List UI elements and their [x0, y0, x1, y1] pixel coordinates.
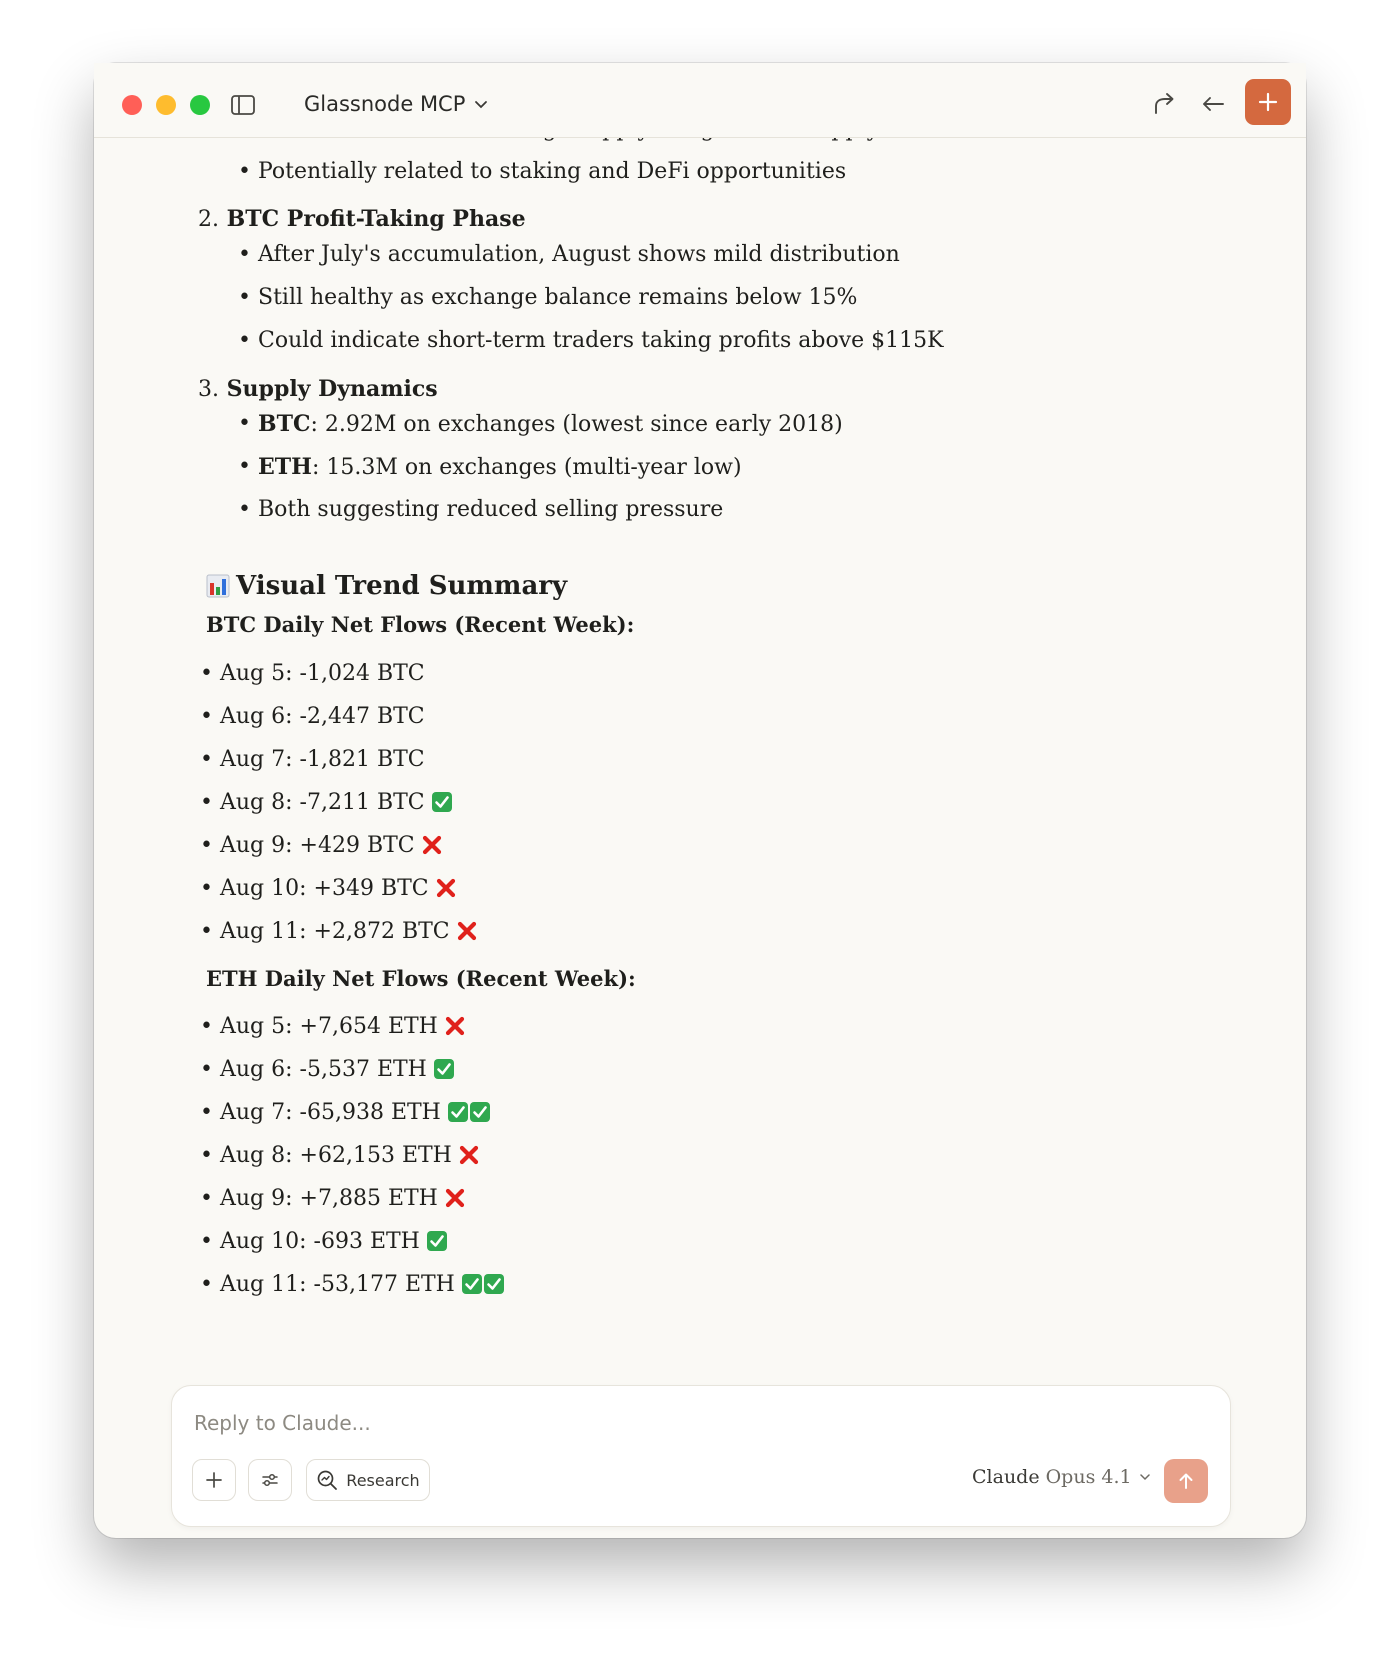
- zoom-window-button[interactable]: [190, 95, 210, 115]
- check-mark-icon: [469, 1101, 491, 1123]
- flow-text: Aug 8: +62,153 ETH: [220, 1143, 452, 1168]
- flow-list-item: • Aug 11: -53,177 ETH: [220, 1270, 505, 1300]
- flow-list-item: • Aug 10: +349 BTC: [220, 874, 457, 904]
- cross-mark-icon: [444, 1187, 466, 1209]
- list-item: • Still healthy as exchange balance remains below 15%: [238, 285, 858, 310]
- flow-text: Aug 7: -1,821 BTC: [220, 747, 425, 772]
- check-mark-icon: [483, 1273, 505, 1295]
- flow-list-item: • Aug 5: -1,024 BTC: [200, 661, 425, 686]
- list-item-text: : 2.92M on exchanges (lowest since early 2018): [310, 412, 843, 437]
- flow-text: Aug 6: -5,537 ETH: [220, 1057, 427, 1082]
- flow-list-item: • Aug 5: +7,654 ETH: [220, 1012, 466, 1042]
- section-heading-text: BTC Profit-Taking Phase: [226, 206, 526, 232]
- cross-mark-icon: [456, 920, 478, 942]
- flow-text: Aug 8: -7,211 BTC: [220, 790, 425, 815]
- flow-list-item: • Aug 8: -7,211 BTC: [220, 788, 453, 818]
- research-search-icon: [316, 1469, 338, 1491]
- bar-chart-icon: [206, 574, 230, 598]
- list-item-text: Potentially related to staking and DeFi opportunities: [258, 159, 847, 184]
- flow-text: Aug 7: -65,938 ETH: [220, 1100, 441, 1125]
- list-item: • ETH: 15.3M on exchanges (multi-year low): [238, 454, 742, 480]
- section-heading: [198, 374, 438, 405]
- list-item: • BTC: 2.92M on exchanges (lowest since early 2018): [238, 411, 843, 437]
- check-mark-icon: [433, 1058, 455, 1080]
- new-chat-button[interactable]: [1245, 79, 1291, 125]
- share-icon[interactable]: [1149, 89, 1179, 119]
- flow-text: Aug 11: -53,177 ETH: [220, 1272, 455, 1297]
- project-title-dropdown[interactable]: [304, 87, 489, 121]
- sliders-icon: [260, 1470, 280, 1490]
- cross-mark-icon: [435, 877, 457, 899]
- flow-text: Aug 5: +7,654 ETH: [220, 1014, 438, 1039]
- flow-text: Aug 10: +349 BTC: [220, 876, 429, 901]
- research-button[interactable]: [306, 1459, 430, 1501]
- section-heading-text: Supply Dynamics: [226, 376, 438, 402]
- check-mark-icon: [426, 1230, 448, 1252]
- minimize-window-button[interactable]: [156, 95, 176, 115]
- model-version: Opus 4.1: [1045, 1466, 1132, 1488]
- reply-input[interactable]: [192, 1406, 896, 1440]
- research-label: Research: [346, 1470, 420, 1490]
- section-number: 2.: [198, 207, 219, 232]
- back-arrow-icon[interactable]: [1198, 89, 1228, 119]
- plus-icon: [1257, 91, 1279, 113]
- flow-text: Aug 9: +429 BTC: [220, 833, 415, 858]
- list-item-bold: BTC: [258, 411, 311, 437]
- flow-text: Aug 5: -1,024 BTC: [220, 661, 425, 686]
- plus-icon: [204, 1470, 224, 1490]
- flow-list-item: • Aug 6: -5,537 ETH: [220, 1055, 455, 1085]
- send-button[interactable]: [1164, 1459, 1208, 1503]
- flow-text: Aug 6: -2,447 BTC: [220, 704, 425, 729]
- flow-text: Aug 9: +7,885 ETH: [220, 1186, 438, 1211]
- flow-list-item: • Aug 10: -693 ETH: [220, 1227, 448, 1257]
- flow-list-item: • Aug 8: +62,153 ETH: [220, 1141, 480, 1171]
- tools-settings-button[interactable]: [248, 1459, 292, 1501]
- eth-flows-heading: ETH Daily Net Flows (Recent Week):: [206, 966, 636, 991]
- visual-summary-title: Visual Trend Summary: [236, 571, 568, 601]
- btc-flows-heading: BTC Daily Net Flows (Recent Week):: [206, 612, 635, 637]
- reply-composer: [171, 1385, 1231, 1527]
- project-title: Glassnode MCP: [304, 92, 466, 116]
- flow-text: Aug 10: -693 ETH: [220, 1229, 420, 1254]
- add-attachment-button[interactable]: [192, 1459, 236, 1501]
- flow-list-item: • Aug 11: +2,872 BTC: [220, 917, 478, 947]
- check-mark-icon: [447, 1101, 469, 1123]
- list-item-text: After July's accumulation, August shows mild distribution: [258, 242, 900, 267]
- list-item-text: : 15.3M on exchanges (multi-year low): [311, 455, 742, 480]
- visual-summary-heading: [206, 568, 567, 604]
- list-item: • Both suggesting reduced selling pressure: [238, 497, 724, 522]
- cross-mark-icon: [421, 834, 443, 856]
- cross-mark-icon: [458, 1144, 480, 1166]
- list-item: • Could indicate short-term traders taking profits above $115K: [238, 328, 944, 353]
- arrow-up-icon: [1176, 1471, 1196, 1491]
- section-number: 3.: [198, 377, 219, 402]
- check-mark-icon: [431, 791, 453, 813]
- list-item: • After July's accumulation, August shows mild distribution: [238, 242, 900, 267]
- cross-mark-icon: [444, 1015, 466, 1037]
- chevron-down-icon: [1138, 1470, 1152, 1484]
- flow-list-item: • Aug 6: -2,447 BTC: [200, 704, 425, 729]
- list-item-text: Still healthy as exchange balance remains below 15%: [258, 285, 858, 310]
- chevron-down-icon: [473, 96, 489, 112]
- check-mark-icon: [461, 1273, 483, 1295]
- close-window-button[interactable]: [122, 95, 142, 115]
- flow-list-item: • Aug 7: -1,821 BTC: [200, 747, 425, 772]
- flow-list-item: • Aug 7: -65,938 ETH: [220, 1098, 491, 1128]
- flow-list-item: • Aug 9: +7,885 ETH: [220, 1184, 466, 1214]
- conversation-area: [94, 137, 1306, 1437]
- app-window: [94, 63, 1306, 1538]
- flow-list-item: • Aug 9: +429 BTC: [220, 831, 443, 861]
- list-item-bold: ETH: [258, 454, 312, 480]
- list-item-text: Could indicate short-term traders taking profits above $115K: [258, 328, 944, 353]
- title-bar: [94, 63, 1306, 138]
- model-selector[interactable]: [972, 1466, 1152, 1488]
- model-name: Claude: [972, 1466, 1040, 1488]
- sidebar-toggle-icon[interactable]: [230, 92, 256, 118]
- flow-text: Aug 11: +2,872 BTC: [220, 919, 450, 944]
- list-item-text: Both suggesting reduced selling pressure: [258, 497, 724, 522]
- section-heading: [198, 204, 526, 235]
- list-item: • Potentially related to staking and DeFi opportunities: [238, 159, 847, 184]
